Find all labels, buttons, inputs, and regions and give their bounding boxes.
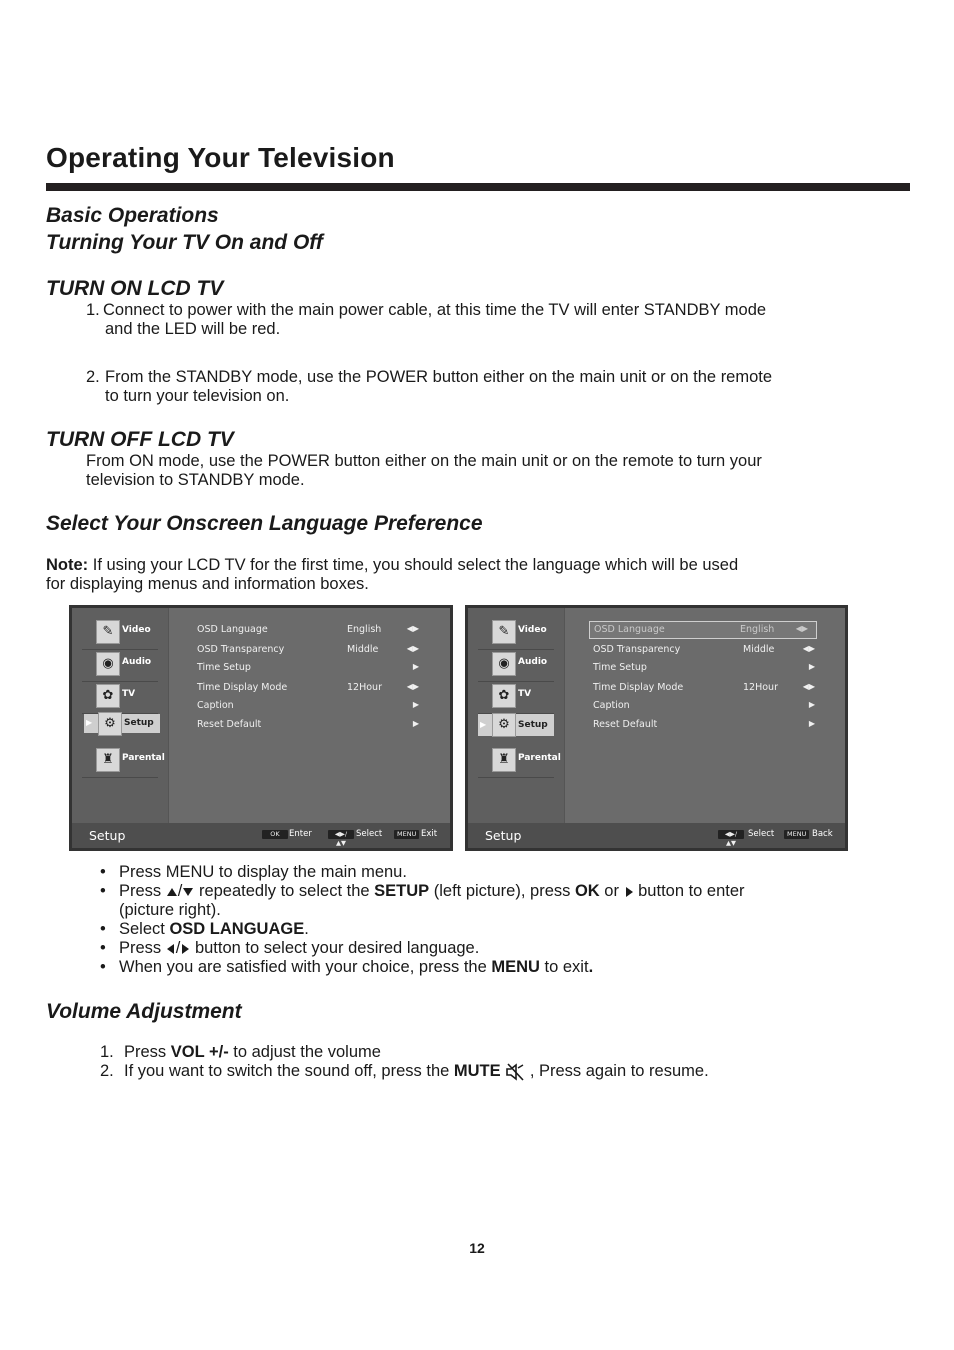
- heading-turn-on: TURN ON LCD TV: [46, 277, 224, 300]
- tv-row-time-display-mode: Time Display Mode 12Hour ◀▶: [197, 682, 419, 693]
- turn-on-item-2-line1: From the STANDBY mode, use the POWER button either on the main unit or on the remote: [105, 368, 773, 386]
- setup-icon: ⚙: [98, 712, 122, 736]
- tv-icon: ✿: [96, 684, 120, 708]
- tv-status-label: Setup: [485, 828, 522, 843]
- turn-off-text: [86, 452, 916, 490]
- left-right-arrows-icon: ◀▶: [795, 624, 808, 633]
- tv-row-time-setup: Time Setup ▶: [197, 662, 419, 673]
- parental-icon: ♜: [96, 748, 120, 772]
- heading-language: Select Your Onscreen Language Preference: [46, 512, 483, 535]
- note-line2: for displaying menus and information boxes.: [46, 575, 369, 593]
- left-right-arrows-icon: ◀▶: [802, 682, 815, 691]
- page-title: Operating Your Television: [46, 142, 395, 173]
- tv-row-osd-language-highlighted: OSD Language English ◀▶: [589, 621, 817, 639]
- right-arrow-icon: ▶: [808, 719, 815, 728]
- right-arrow-icon: [624, 882, 634, 900]
- right-arrow-icon: ▶: [808, 662, 815, 671]
- tv-row-osd-transparency: OSD Transparency Middle ◀▶: [593, 644, 815, 655]
- tv-menu-item-video: ✎ Video: [478, 618, 554, 644]
- tv-menu-item-tv: ✿ TV: [82, 682, 158, 708]
- volume-list: 1. Press VOL +/- to adjust the volume 2. If you want to switch the sound off, press the MUTE , Press again to resume.: [100, 1043, 709, 1080]
- right-arrow-icon: ▶: [412, 719, 419, 728]
- tv-icon: ✿: [492, 684, 516, 708]
- nav-arrows-key-icon: ◀▶/▲▼: [718, 830, 744, 839]
- tv-menu-item-audio: ◉ Audio: [478, 650, 554, 676]
- heading-basic-operations: Basic Operations: [46, 204, 219, 227]
- tv-menu-item-setup: ▶ ⚙ Setup: [478, 714, 554, 736]
- tv-row-reset-default: Reset Default ▶: [593, 719, 815, 730]
- bullet-item-continuation: (picture right).: [119, 901, 221, 919]
- menu-key-icon: MENU: [394, 830, 419, 839]
- setup-icon: ⚙: [492, 713, 516, 737]
- title-rule: [46, 183, 910, 191]
- heading-turning-tv: Turning Your TV On and Off: [46, 231, 323, 254]
- turn-on-item-1: [86, 301, 916, 341]
- tv-menu-item-parental: ♜ Parental: [82, 746, 158, 772]
- list-number: 1.: [86, 301, 100, 319]
- turn-on-item-2-line2: to turn your television on.: [105, 387, 290, 405]
- tv-menu-screenshot-right: [465, 605, 848, 851]
- tv-row-reset-default: Reset Default ▶: [197, 719, 419, 730]
- turn-on-item-1-line1: Connect to power with the main power cable, at this time the TV will enter STANDBY mode: [103, 301, 767, 319]
- tv-menu-item-audio: ◉ Audio: [82, 650, 158, 676]
- ok-key-icon: OK: [262, 830, 288, 839]
- tv-menu-item-parental: ♜ Parental: [478, 746, 554, 772]
- tv-status-bar: Setup ◀▶/▲▼ Select MENU Back: [468, 823, 845, 848]
- note-label: Note:: [46, 556, 89, 574]
- note-line1: If using your LCD TV for the first time, you should select the language which will be used: [88, 556, 739, 574]
- note-text: [46, 556, 916, 594]
- right-arrow-icon: ▶: [412, 662, 419, 671]
- left-right-arrows-icon: ◀▶: [802, 644, 815, 653]
- tv-row-time-setup: Time Setup ▶: [593, 662, 815, 673]
- turn-on-item-2: [86, 368, 916, 408]
- tv-status-bar: Setup OK Enter ◀▶/▲▼ Select MENU Exit: [72, 823, 450, 848]
- heading-turn-off: TURN OFF LCD TV: [46, 428, 234, 451]
- right-arrow-icon: ▶: [412, 700, 419, 709]
- tv-status-label: Setup: [89, 828, 126, 843]
- audio-icon: ◉: [492, 652, 516, 676]
- tv-row-caption: Caption ▶: [197, 700, 419, 711]
- tv-menu-screenshot-left: [69, 605, 453, 851]
- tv-row-osd-transparency: OSD Transparency Middle ◀▶: [197, 644, 419, 655]
- turn-off-line2: television to STANDBY mode.: [86, 471, 305, 489]
- left-right-arrows-icon: ◀▶: [406, 682, 419, 691]
- left-right-arrows-icon: ◀▶: [406, 624, 419, 633]
- tv-row-caption: Caption ▶: [593, 700, 815, 711]
- nav-arrows-key-icon: ◀▶/▲▼: [328, 830, 354, 839]
- right-arrow-icon: ▶: [808, 700, 815, 709]
- video-icon: ✎: [96, 620, 120, 644]
- tv-side-menu: [72, 608, 169, 823]
- up-down-arrows-icon: /: [166, 882, 195, 900]
- video-icon: ✎: [492, 620, 516, 644]
- menu-key-icon: MENU: [784, 830, 809, 839]
- tv-row-time-display-mode: Time Display Mode 12Hour ◀▶: [593, 682, 815, 693]
- tv-menu-item-video: ✎ Video: [82, 618, 158, 644]
- tv-side-menu: [468, 608, 565, 823]
- audio-icon: ◉: [96, 652, 120, 676]
- turn-on-item-1-line2: and the LED will be red.: [105, 320, 281, 338]
- instruction-bullets: • Press MENU to display the main menu. • Press / repeatedly to select the SETUP (left picture), press OK or button to enter (picture right). • Select OSD LANGUAGE. • Press / button to select your desired language. • When you are satisfied with your choice, press the MENU to exit.: [100, 863, 916, 983]
- turn-off-line1: From ON mode, use the POWER button either on the main unit or on the remote to turn your: [86, 452, 762, 470]
- left-right-arrows-icon: /: [166, 939, 191, 957]
- left-right-arrows-icon: ◀▶: [406, 644, 419, 653]
- parental-icon: ♜: [492, 748, 516, 772]
- tv-menu-item-setup: ▶ ⚙ Setup: [84, 714, 160, 733]
- heading-volume: Volume Adjustment: [46, 1000, 242, 1023]
- tv-row-osd-language: OSD Language English ◀▶: [197, 624, 419, 635]
- list-number: 2.: [86, 368, 100, 386]
- tv-menu-item-tv: ✿ TV: [478, 682, 554, 708]
- mute-icon: [505, 1062, 525, 1080]
- page-number: 12: [469, 1240, 485, 1256]
